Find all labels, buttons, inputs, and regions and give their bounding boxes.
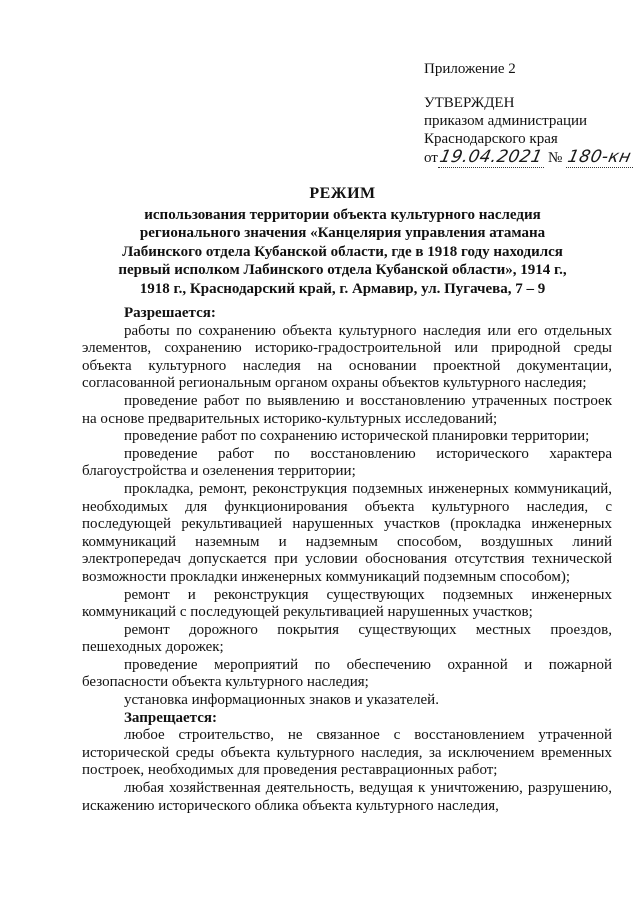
allowed-item: установка информационных знаков и указателей. bbox=[124, 692, 439, 709]
prohibited-item: любая хозяйственная деятельность, ведущая к уничтожению, разрушению, искажению исторического облика объекта культурного наследия, bbox=[82, 780, 612, 814]
appendix-label: Приложение 2 bbox=[424, 61, 516, 77]
prohibited-heading: Запрещается: bbox=[124, 709, 218, 726]
title-heading: РЕЖИМ bbox=[309, 185, 376, 202]
title-subtitle: использования территории объекта культурного наследия регионального значения «Канцелярия управления атамана Лабинского отдела Кубанской области, где в 1918 году находился первый исполком Лабинского отдела Кубанской области», 1914 г., 1918 г., Краснодарский край, г. Армавир, ул. Пугачева, 7 – 9 bbox=[118, 206, 567, 297]
document-title bbox=[110, 185, 575, 298]
document-body bbox=[82, 305, 612, 815]
allowed-item: работы по сохранению объекта культурного наследия или его отдельных элементов, сохранению историко-градостроительной или природной среды объекта культурного наследия на основании проектной документации, согласованной региональным органом охраны объектов культурного наследия; bbox=[82, 322, 612, 392]
order-date-row bbox=[424, 148, 634, 170]
number-prefix: № bbox=[547, 150, 563, 166]
allowed-item: прокладка, ремонт, реконструкция подземных инженерных коммуникаций, необходимых для функционирования объекта культурного наследия, с последующей рекультивацией нарушенных участков (прокладка инженерных коммуникаций наземным и надземным способом, воздушных линий электропередач допускается при условии обоснования отсутствия технической возможности прокладки инженерных коммуникаций подземным способом); bbox=[82, 480, 612, 585]
allowed-item: проведение работ по выявлению и восстановлению утраченных построек на основе предварительных историко-культурных исследований; bbox=[82, 392, 612, 427]
allowed-heading: Разрешается: bbox=[124, 305, 216, 321]
allowed-item: проведение работ по сохранению исторической планировки территории; bbox=[124, 428, 590, 445]
approver-line: Краснодарского края bbox=[424, 131, 558, 147]
approval-block bbox=[424, 60, 634, 170]
allowed-item: проведение мероприятий по обеспечению охранной и пожарной безопасности объекта культурного наследия; bbox=[82, 656, 612, 691]
date-prefix: от bbox=[424, 150, 438, 166]
handwritten-number: 180-кн bbox=[565, 147, 634, 167]
approved-label: УТВЕРЖДЕН bbox=[424, 95, 515, 111]
handwritten-date: 19.04.2021 bbox=[437, 147, 545, 167]
allowed-item: ремонт и реконструкция существующих подземных инженерных коммуникаций с последующей рекультивацией нарушенных участков; bbox=[82, 586, 612, 621]
allowed-item: проведение работ по восстановлению исторического характера благоустройства и озеленения территории; bbox=[82, 445, 612, 480]
allowed-item: ремонт дорожного покрытия существующих местных проездов, пешеходных дорожек; bbox=[82, 621, 612, 656]
approver-line: приказом администрации bbox=[424, 113, 588, 129]
prohibited-item: любое строительство, не связанное с восстановлением утраченной исторической среды объекта культурного наследия, за исключением временных построек, необходимых для проведения реставрационных работ; bbox=[82, 727, 612, 779]
